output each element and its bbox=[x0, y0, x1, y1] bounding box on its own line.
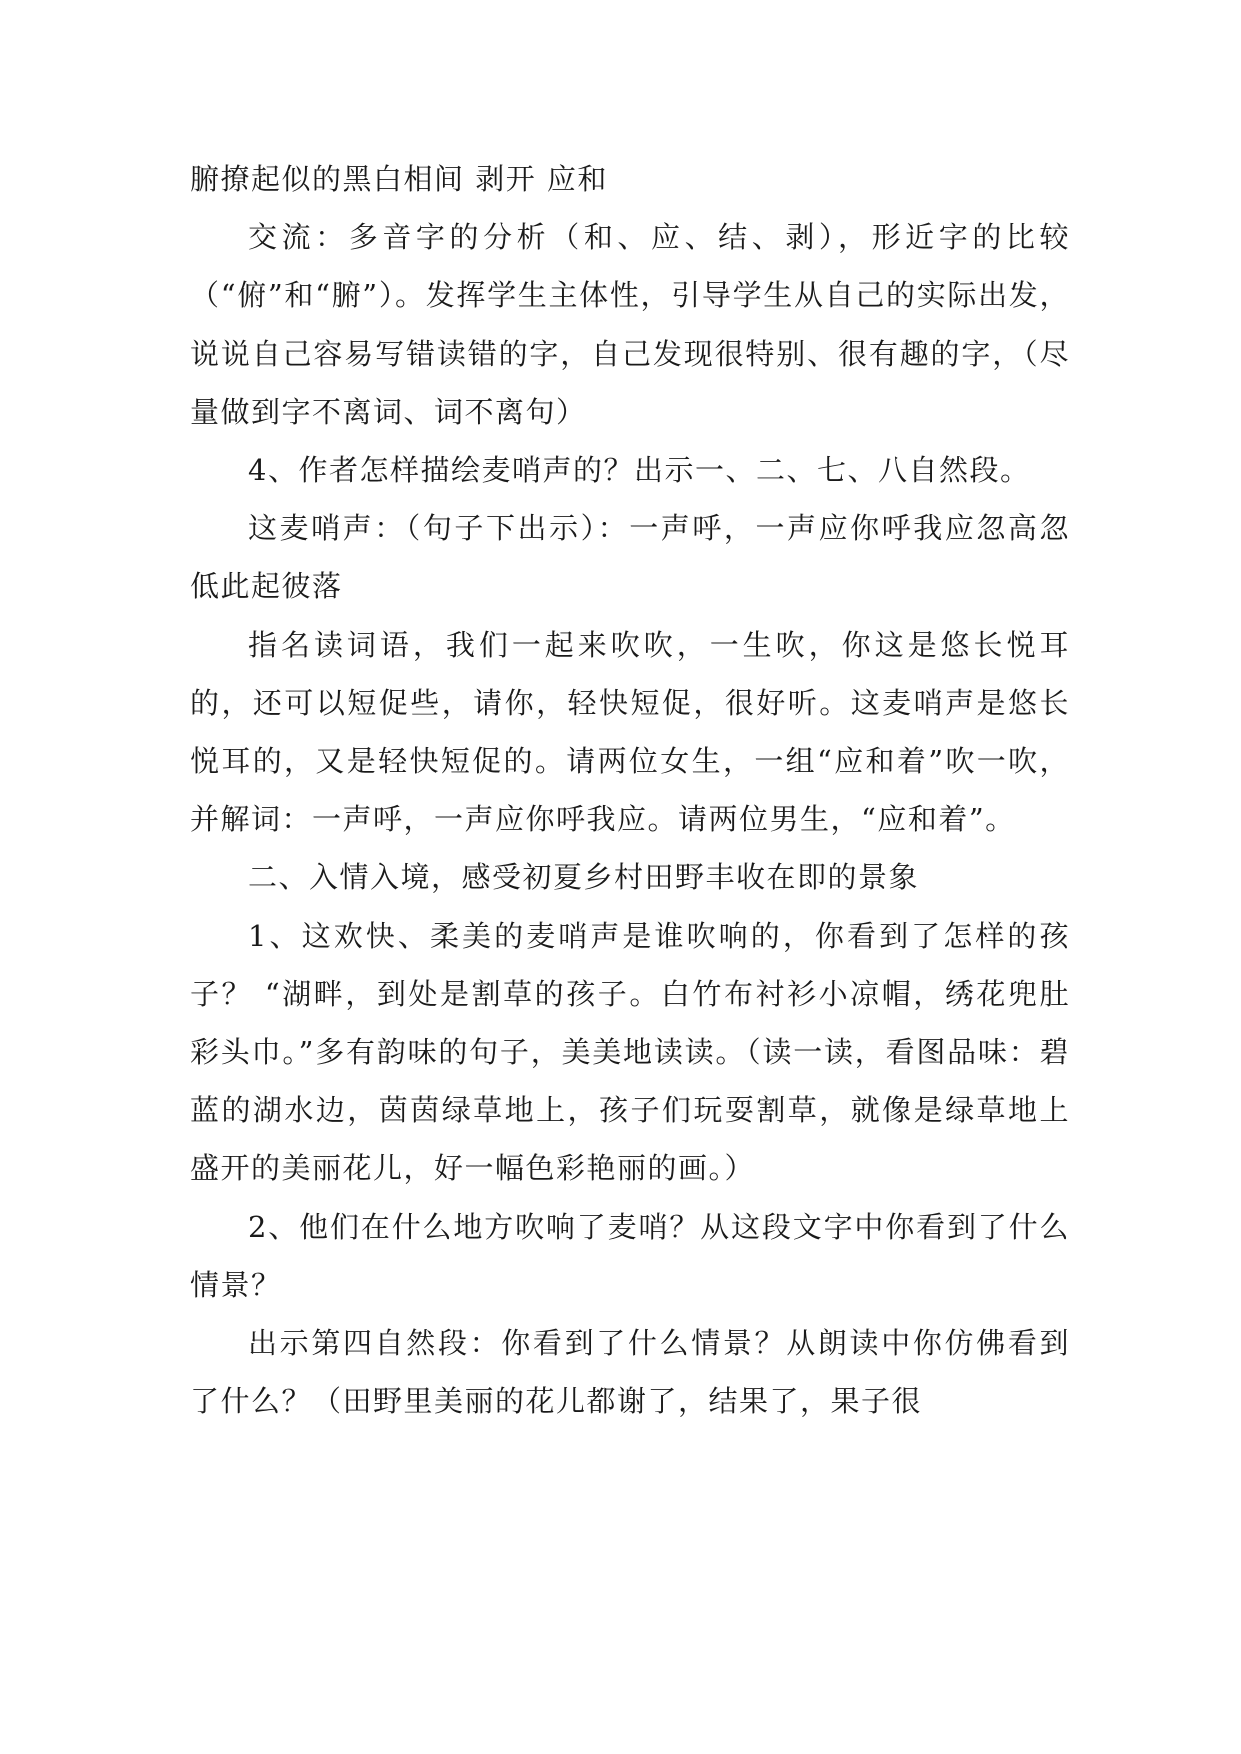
paragraph-2: 交流：多音字的分析（和、应、结、剥），形近字的比较（“俯”和“腑”）。发挥学生主体性，引导学生从自己的实际出发，说说自己容易写错读错的字，自己发现很特别、很有趣的字，（尽量做到字不离词、词不离句） bbox=[190, 220, 1070, 429]
paragraph-8: 2、他们在什么地方吹响了麦哨？从这段文字中你看到了什么情景？ bbox=[190, 1209, 1070, 1302]
paragraph-1: 腑撩起似的黑白相间 剥开 应和 bbox=[190, 162, 608, 196]
paragraph-6: 二、入情入境，感受初夏乡村田野丰收在即的景象 bbox=[248, 860, 920, 895]
paragraph-4: 这麦哨声：（句子下出示）：一声呼，一声应你呼我应忽高忽低此起彼落 bbox=[190, 511, 1070, 604]
paragraph-9: 出示第四自然段：你看到了什么情景？从朗读中你仿佛看到了什么？（田野里美丽的花儿都谢了，结果了，果子很 bbox=[190, 1326, 1070, 1419]
document-body bbox=[190, 150, 1070, 1430]
paragraph-3: 4、作者怎样描绘麦哨声的？出示一、二、七、八自然段。 bbox=[248, 453, 1031, 488]
paragraph-5: 指名读词语，我们一起来吹吹，一生吹，你这是悠长悦耳的，还可以短促些，请你，轻快短促，很好听。这麦哨声是悠长悦耳的，又是轻快短促的。请两位女生，一组“应和着”吹一吹，并解词：一声呼，一声应你呼我应。请两位男生，“应和着”。 bbox=[190, 627, 1070, 837]
paragraph-7: 1、这欢快、柔美的麦哨声是谁吹响的，你看到了怎样的孩子？ “湖畔，到处是割草的孩子。白竹布衬衫小凉帽，绣花兜肚彩头巾。”多有韵味的句子，美美地读读。（读一读，看图品味：碧蓝的湖水边，茵茵绿草地上，孩子们玩耍割草，就像是绿草地上盛开的美丽花儿，好一幅色彩艳丽的画。） bbox=[190, 918, 1070, 1186]
